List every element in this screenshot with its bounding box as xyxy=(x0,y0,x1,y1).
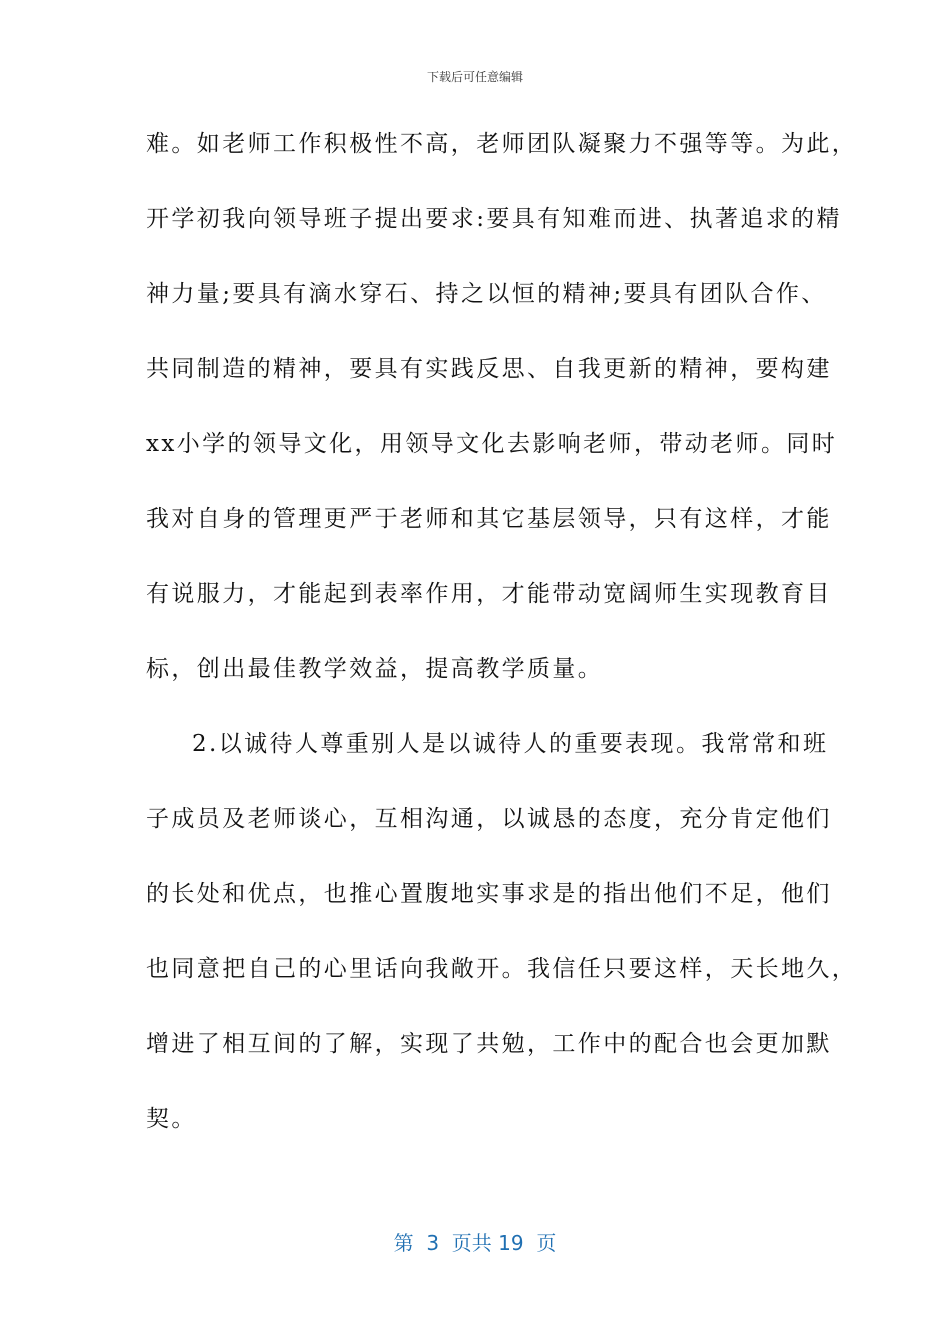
text-line: 标，创出最佳教学效益，提高教学质量。 xyxy=(146,656,604,682)
text-line: 契。 xyxy=(146,1106,197,1132)
text-line: 子成员及老师谈心，互相沟通，以诚恳的态度，充分肯定他们 xyxy=(146,806,832,832)
text-line: 神力量;要具有滴水穿石、持之以恒的精神;要具有团队合作、 xyxy=(146,281,827,307)
text-line: 有说服力，才能起到表率作用，才能带动宽阔师生实现教育目 xyxy=(146,581,832,607)
text-line: xx小学的领导文化，用领导文化去影响老师，带动老师。同时 xyxy=(146,431,838,457)
text-line: 难。如老师工作积极性不高，老师团队凝聚力不强等等。为此， xyxy=(146,131,858,157)
header-note: 下载后可任意编辑 xyxy=(426,70,523,84)
text-line: 共同制造的精神，要具有实践反思、自我更新的精神，要构建 xyxy=(146,356,832,382)
page-number-footer: 第 3 页共 19 页 xyxy=(393,1231,557,1255)
document-body xyxy=(146,128,858,1178)
text-line: 我对自身的管理更严于老师和其它基层领导，只有这样，才能 xyxy=(146,506,832,532)
paragraph-start-line: 2.以诚待人尊重别人是以诚待人的重要表现。我常常和班 xyxy=(192,731,829,757)
text-line: 也同意把自己的心里话向我敞开。我信任只要这样，天长地久， xyxy=(146,956,858,982)
text-line: 增进了相互间的了解，实现了共勉，工作中的配合也会更加默 xyxy=(146,1031,832,1057)
text-line: 开学初我向领导班子提出要求:要具有知难而进、执著追求的精 xyxy=(146,206,842,232)
text-line: 的长处和优点，也推心置腹地实事求是的指出他们不足，他们 xyxy=(146,881,832,907)
